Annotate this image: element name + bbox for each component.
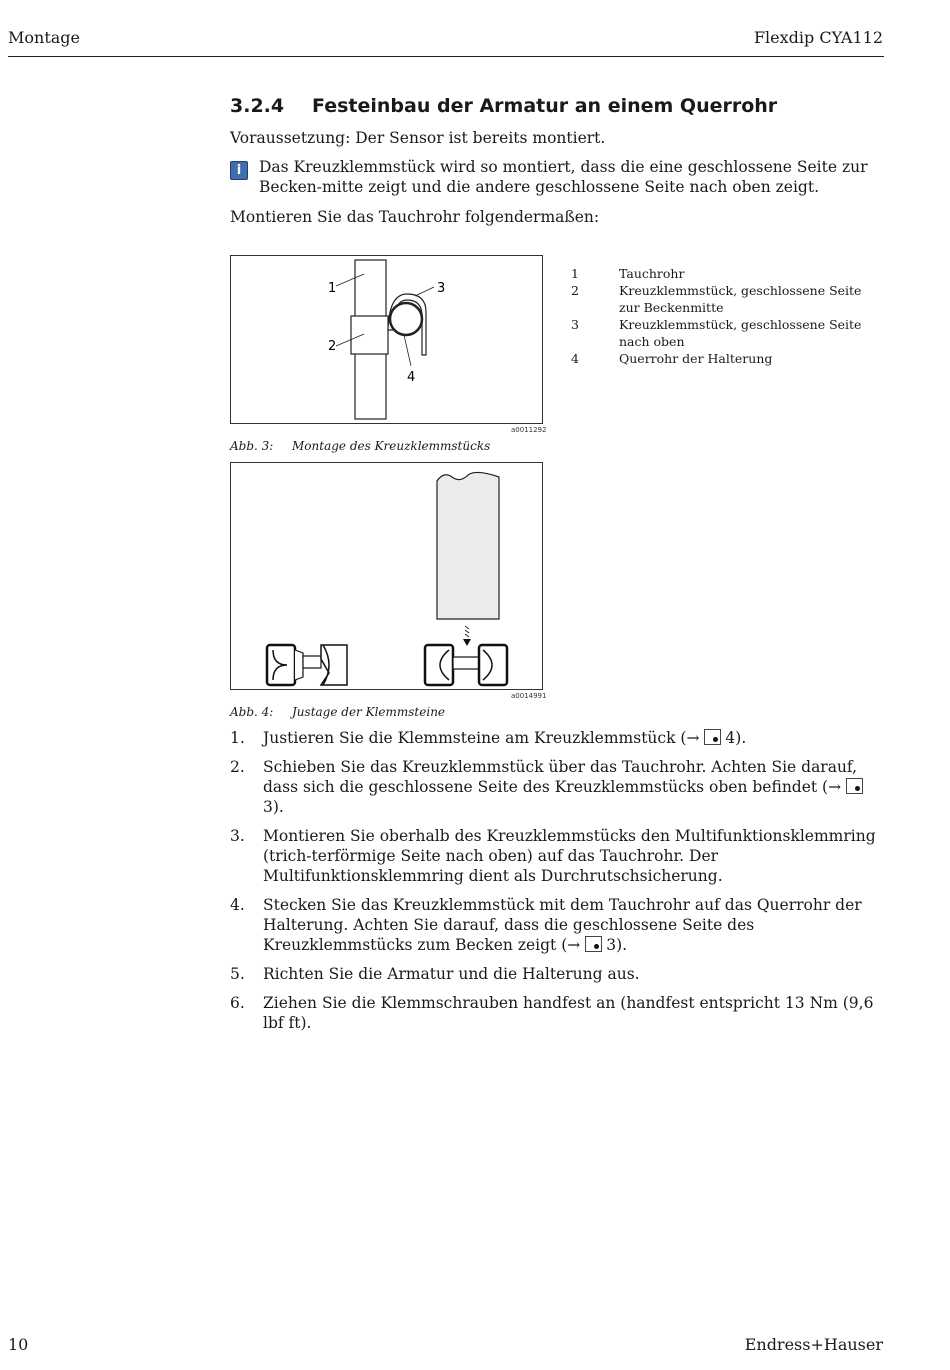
legend-text: Querrohr der Halterung — [619, 351, 773, 366]
figure-3-drawing — [231, 256, 542, 423]
step-text: Stecken Sie das Kreuzklemmstück mit dem Tauchrohr auf das Querrohr der Halterung. Achten Sie darauf, dass die geschlossene Seite des Kreuzklemmstücks zum Becken zeigt (→ 3). — [263, 896, 862, 954]
figure-3-caption — [230, 439, 490, 453]
step-item — [230, 964, 885, 984]
section-heading — [230, 95, 777, 117]
figure-4-drawing — [231, 463, 542, 689]
step-item — [230, 895, 885, 955]
figure-3-label-3: 3 — [437, 281, 446, 296]
info-icon: i — [230, 161, 248, 180]
step-number: 3. — [230, 827, 245, 845]
note-text: Das Kreuzklemmstück wird so montiert, dass die eine geschlossene Seite zur Becken-mitte zeigt und die andere geschlossene Seite nach oben zeigt. — [259, 158, 868, 196]
step-number: 4. — [230, 896, 245, 914]
figure-4 — [230, 462, 543, 690]
prerequisite: Voraussetzung: Der Sensor ist bereits montiert. — [230, 129, 606, 147]
legend-text: Tauchrohr — [619, 266, 685, 281]
step-text: Schieben Sie das Kreuzklemmstück über das Tauchrohr. Achten Sie darauf, dass sich die geschlossene Seite des Kreuzklemmstücks oben befindet (→ 3). — [263, 757, 885, 817]
figure-ref-icon — [846, 778, 863, 794]
figure-3-caption-label: Abb. 3: — [230, 439, 274, 453]
step-text: Montieren Sie oberhalb des Kreuzklemmstücks den Multifunktionsklemmring (trich-terförmige Seite nach oben) auf das Tauchrohr. Der Multifunktionsklemmring dient als Durchrutschsicherung. — [263, 827, 876, 885]
instruction-steps — [230, 728, 885, 1042]
figure-4-caption-label: Abb. 4: — [230, 705, 274, 719]
section-title: Festeinbau der Armatur an einem Querrohr — [312, 95, 778, 117]
figure-4-code: a0014991 — [511, 692, 547, 700]
legend-item — [571, 316, 881, 350]
note — [230, 157, 880, 197]
clamp-stone-right-pair — [425, 645, 507, 685]
legend-num: 2 — [571, 283, 579, 298]
step-item — [230, 728, 885, 748]
footer-brand: Endress+Hauser — [744, 1335, 883, 1354]
figure-3-legend — [571, 265, 881, 367]
step-number: 2. — [230, 758, 245, 776]
step-item — [230, 826, 885, 886]
section-number: 3.2.4 — [230, 95, 285, 117]
intro-text: Montieren Sie das Tauchrohr folgendermaßen: — [230, 208, 600, 226]
figure-ref-icon — [704, 729, 721, 745]
clamp-stone-left-pair — [267, 645, 347, 685]
header-section: Montage — [8, 28, 80, 47]
figure-ref-icon — [585, 936, 602, 952]
figure-4-caption-text: Justage der Klemmsteine — [292, 705, 446, 719]
figure-3-label-4: 4 — [407, 370, 416, 385]
legend-item — [571, 350, 881, 367]
figure-3-code: a0011292 — [511, 426, 547, 434]
page-number: 10 — [8, 1335, 29, 1354]
step-number: 6. — [230, 994, 245, 1012]
header-product: Flexdip CYA112 — [753, 28, 883, 47]
step-text: Richten Sie die Armatur und die Halterung aus. — [263, 965, 640, 983]
legend-num: 3 — [571, 317, 579, 332]
figure-ref-number[interactable]: 3 — [263, 798, 273, 816]
figure-ref-number[interactable]: 3 — [606, 936, 617, 954]
step-item — [230, 757, 885, 817]
step-number: 5. — [230, 965, 245, 983]
legend-text: Kreuzklemmstück, geschlossene Seite nach oben — [619, 317, 862, 349]
header-rule — [8, 56, 884, 57]
figure-3-caption-text: Montage des Kreuzklemmstücks — [292, 439, 491, 453]
step-text: Ziehen Sie die Klemmschrauben handfest an (handfest entspricht 13 Nm (9,6 lbf ft). — [263, 994, 874, 1032]
legend-num: 4 — [571, 351, 579, 366]
legend-text: Kreuzklemmstück, geschlossene Seite zur Beckenmitte — [619, 283, 862, 315]
legend-item — [571, 282, 881, 316]
figure-ref-number[interactable]: 4 — [725, 729, 736, 747]
legend-item — [571, 265, 881, 282]
figure-3-label-1: 1 — [328, 281, 337, 296]
legend-num: 1 — [571, 266, 579, 281]
step-text: Justieren Sie die Klemmsteine am Kreuzklemmstück (→ 4). — [263, 729, 747, 747]
figure-4-caption — [230, 705, 445, 719]
figure-3 — [230, 255, 543, 424]
step-number: 1. — [230, 729, 245, 747]
step-item — [230, 993, 885, 1033]
figure-3-label-2: 2 — [328, 339, 337, 354]
